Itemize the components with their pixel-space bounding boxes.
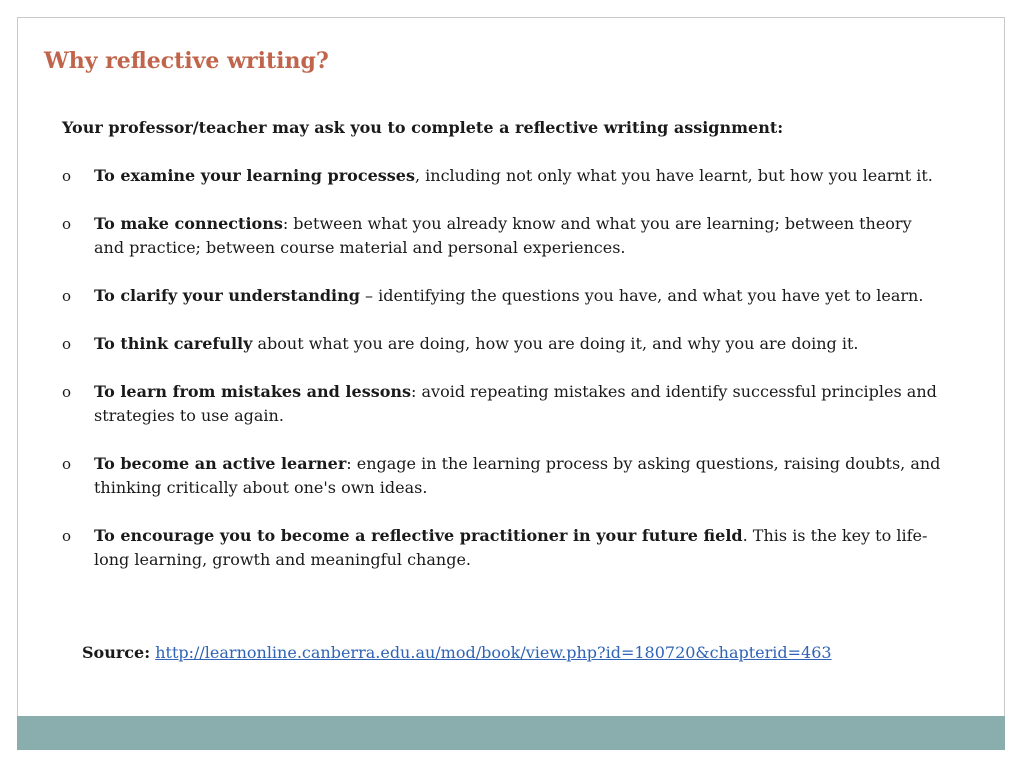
bullet-item [62, 452, 942, 500]
intro-text: Your professor/teacher may ask you to complete a reflective writing assignment: [62, 118, 784, 137]
bullet-marker-icon: o [62, 287, 72, 305]
bullet-text: : engage in the learning process by asking questions, raising doubts, and thinking critically about one's own ideas. [94, 454, 941, 497]
bullet-marker-icon: o [62, 383, 72, 401]
bullet-marker-icon: o [62, 527, 72, 545]
bullet-text: : between what you already know and what you are learning; between theory and practice; between course material and personal experiences. [94, 214, 912, 257]
bullet-item [62, 284, 942, 308]
bullet-text: about what you are doing, how you are doing it, and why you are doing it. [252, 334, 859, 353]
bullet-item [62, 380, 942, 428]
bullet-lead: To become an active learner [94, 454, 347, 473]
bullet-lead: To examine your learning processes [94, 166, 415, 185]
bullet-lead: To think carefully [94, 334, 253, 353]
source-link[interactable]: http://learnonline.canberra.edu.au/mod/book/view.php?id=180720&chapterid=463 [155, 643, 832, 662]
bullet-marker-icon: o [62, 455, 72, 473]
bullet-lead: To encourage you to become a reflective practitioner in your future field [94, 526, 743, 545]
bullet-text: . This is the key to life-long learning, growth and meaningful change. [94, 526, 928, 569]
bullet-marker-icon: o [62, 167, 72, 185]
source-label: Source: [82, 643, 151, 662]
bullet-text: : avoid repeating mistakes and identify successful principles and strategies to use again. [94, 382, 937, 425]
bullet-item [62, 164, 942, 188]
bullet-marker-icon: o [62, 335, 72, 353]
bullet-marker-icon: o [62, 215, 72, 233]
bullet-lead: To learn from mistakes and lessons [94, 382, 412, 401]
source-line [82, 643, 832, 662]
bullet-item [62, 332, 942, 356]
bullet-text: – identifying the questions you have, and what you have yet to learn. [359, 286, 924, 305]
footer-bar [17, 716, 1005, 750]
bullet-lead: To make connections [94, 214, 283, 233]
bullet-text: , including not only what you have learnt, but how you learnt it. [414, 166, 933, 185]
bullet-item [62, 212, 942, 260]
bullet-list [62, 164, 942, 596]
slide-title: Why reflective writing? [44, 48, 329, 74]
bullet-item [62, 524, 942, 572]
bullet-lead: To clarify your understanding [94, 286, 360, 305]
